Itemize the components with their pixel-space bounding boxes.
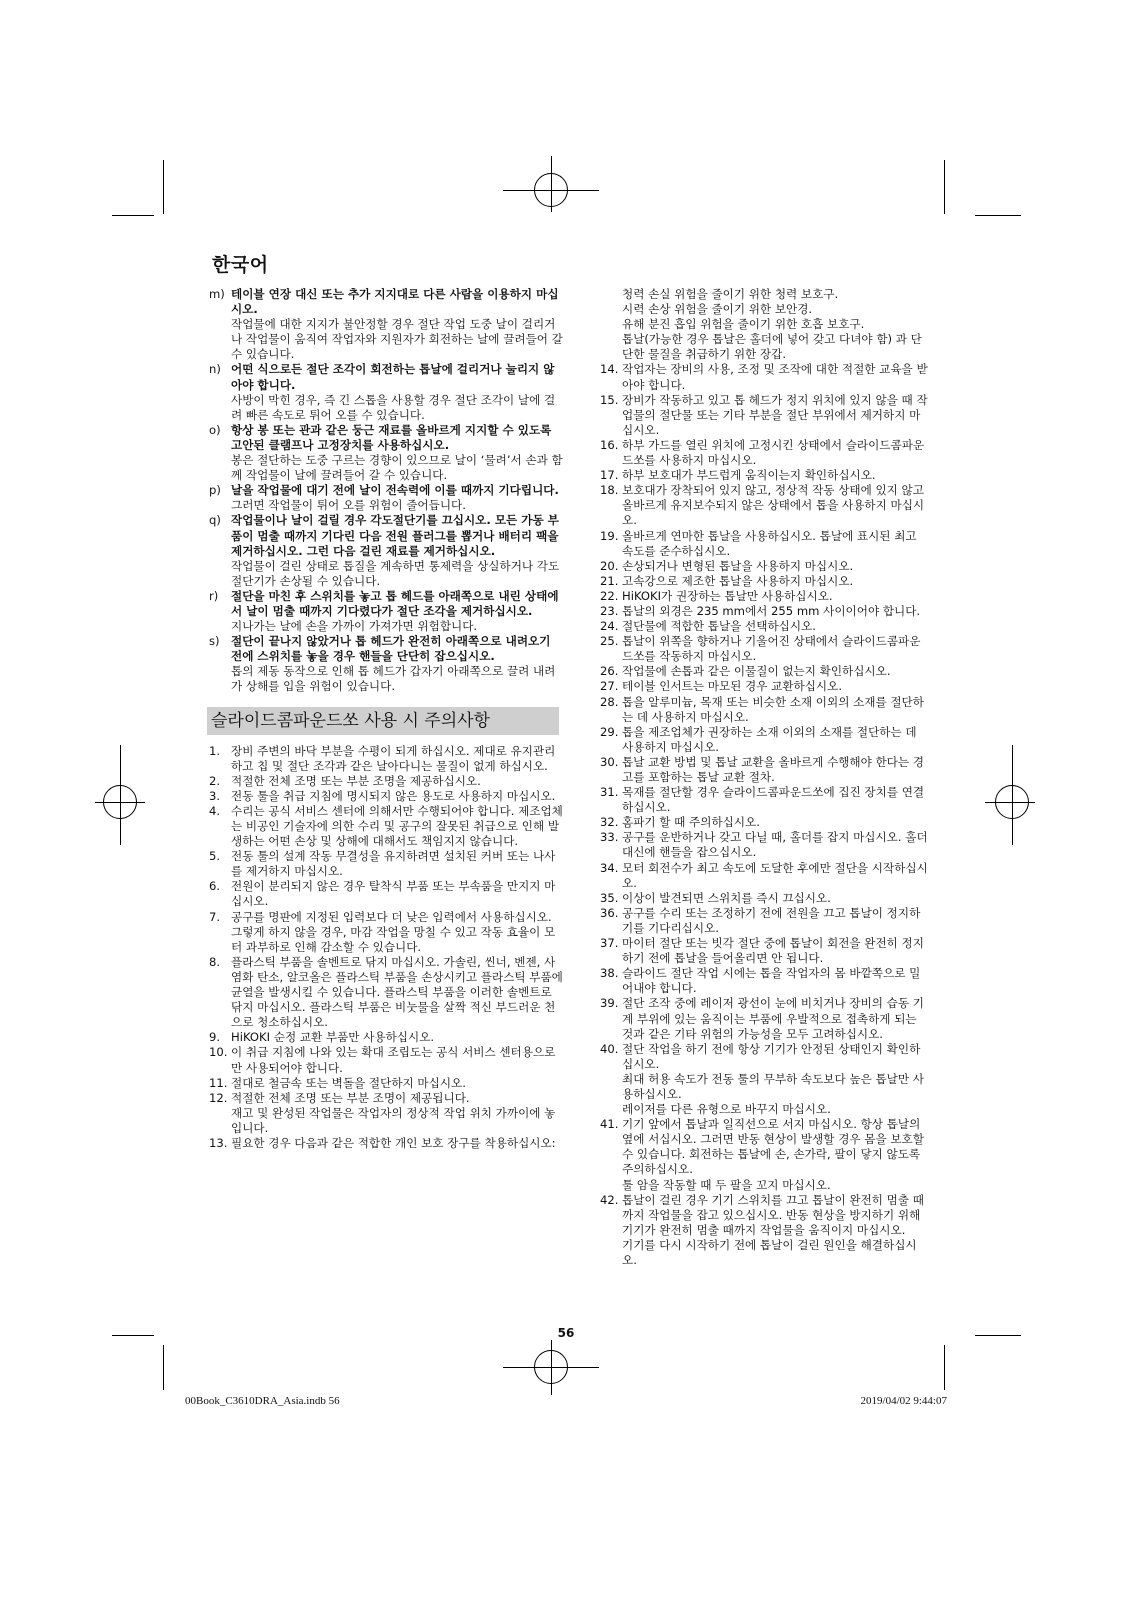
item-text: 전동 툴의 설계 작동 무결성을 유지하려면 설치된 커버 또는 나사를 제거하지 마십시오. <box>231 849 556 879</box>
item-text: 이상이 발견되면 스위치를 즉시 끄십시오. <box>622 890 831 905</box>
item-label: s) <box>209 634 220 649</box>
list-item <box>600 664 928 679</box>
numbered-list-right <box>600 362 928 1268</box>
list-item <box>600 936 928 966</box>
list-item <box>600 1193 928 1268</box>
item-number: 25. <box>600 634 619 649</box>
item-text: 고속강으로 제조한 톱날을 사용하지 마십시오. <box>622 573 854 588</box>
item-text: 전동 툴을 취급 지침에 명시되지 않은 용도로 사용하지 마십시오. <box>231 788 556 803</box>
list-item <box>600 906 928 936</box>
item-text: HiKOKI가 권장하는 톱날만 사용하십시오. <box>622 588 833 603</box>
equipment-line: 톱날(가능한 경우 톱날은 홀더에 넣어 갖고 다녀야 함) 과 단단한 물질을 취급하기 위한 장갑. <box>622 332 922 362</box>
list-item <box>600 559 928 574</box>
item-number: 14. <box>600 362 619 377</box>
list-item <box>209 955 563 1030</box>
item-number: 5. <box>209 849 221 864</box>
list-item <box>600 679 928 694</box>
list-item <box>209 774 563 789</box>
footer-timestamp: 2019/04/02 9:44:07 <box>860 1395 947 1407</box>
item-text: 작업자는 장비의 사용, 조정 및 조작에 대한 적절한 교육을 받아야 합니다. <box>622 362 928 392</box>
warning-item <box>209 362 563 422</box>
item-text: 올바르게 연마한 톱날을 사용하십시오. 톱날에 표시된 최고 속도를 준수하십시오. <box>622 528 917 558</box>
warning-text: 지나가는 날에 손을 가까이 가져가면 위험합니다. <box>231 619 478 634</box>
left-column <box>209 287 563 1151</box>
item-number: 19. <box>600 528 619 543</box>
item-text: 톱날의 외경은 235 mm에서 255 mm 사이이어야 합니다. <box>622 603 921 618</box>
item-text: 적절한 전체 조명 또는 부분 조명을 제공하십시오. <box>231 773 481 788</box>
item-text: 재고 및 완성된 작업물은 작업자의 정상적 작업 위치 가까이에 놓입니다. <box>231 1105 556 1135</box>
item-number: 20. <box>600 558 619 573</box>
warning-heading: 작업물이나 날이 걸릴 경우 각도절단기를 끄십시오. 모든 가동 부품이 멈출 때까지 기다린 다음 전원 플러그를 뽑거나 배터리 팩을 제거하십시오. 그런 다음 걸린 재료를 제거하십시오. <box>231 513 559 558</box>
protective-equipment-list <box>600 287 928 362</box>
item-label: o) <box>209 422 221 437</box>
equipment-line: 시력 손상 위험을 줄이기 위한 보안경. <box>622 302 813 317</box>
list-item <box>600 1042 928 1117</box>
item-text: 목재를 절단할 경우 슬라이드콤파운드쏘에 집진 장치를 연결하십시오. <box>622 785 925 815</box>
list-item <box>209 910 563 955</box>
item-text: 톱날이 위쪽을 향하거나 기울어진 상태에서 슬라이드콤파운드쏘를 작동하지 마십시오. <box>622 634 921 664</box>
item-text: 최대 허용 속도가 전동 툴의 무부하 속도보다 높은 톱날만 사용하십시오. <box>622 1071 924 1101</box>
list-item <box>600 725 928 755</box>
item-text: 하부 보호대가 부드럽게 움직이는지 확인하십시오. <box>622 468 876 483</box>
item-text: 절단 조작 중에 레이저 광선이 눈에 비치거나 장비의 습동 기계 부위에 있는 움직이는 부품에 우발적으로 접촉하게 되는 것과 같은 기타 위험의 가능성을 모두 고려하십시오. <box>622 996 924 1041</box>
warning-heading: 절단이 끝나지 않았거나 톱 헤드가 완전히 아래쪽으로 내려오기 전에 스위치를 놓을 경우 핸들을 단단히 잡으십시오. <box>231 634 551 664</box>
item-number: 4. <box>209 803 221 818</box>
item-label: n) <box>209 362 221 377</box>
item-text: 장비가 작동하고 있고 톱 헤드가 정지 위치에 있지 않을 때 작업물의 절단물 또는 기타 부분을 절단 부위에서 제거하지 마십시오. <box>622 392 928 437</box>
item-text: 전원이 분리되지 않은 경우 탈착식 부품 또는 부속품을 만지지 마십시오. <box>231 879 556 909</box>
warning-heading: 테이블 연장 대신 또는 추가 지지대로 다른 사람을 이용하지 마십시오. <box>231 287 559 317</box>
equipment-line: 유해 분진 흡입 위험을 줄이기 위한 호흡 보호구. <box>622 317 865 332</box>
item-number: 22. <box>600 588 619 603</box>
item-text: 테이블 인서트는 마모된 경우 교환하십시오. <box>622 679 843 694</box>
warning-text: 작업물이 걸린 상태로 톱질을 계속하면 통제력을 상실하거나 각도절단기가 손상될 수 있습니다. <box>231 558 560 588</box>
item-number: 39. <box>600 996 619 1011</box>
item-number: 42. <box>600 1192 619 1207</box>
item-number: 9. <box>209 1030 221 1045</box>
item-number: 11. <box>209 1075 228 1090</box>
item-text: 톱날이 걸린 경우 기기 스위치를 끄고 톱날이 완전히 멈출 때까지 작업물을 잡고 있으십시오. 반동 현상을 방지하기 위해 기기가 완전히 멈출 때까지 작업물을 움직이지 마십시오. <box>622 1192 924 1237</box>
item-text: 툴 암을 작동할 때 두 팔을 꼬지 마십시오. <box>622 1177 831 1192</box>
item-text: 슬라이드 절단 작업 시에는 톱을 작업자의 몸 바깥쪽으로 밀어내야 합니다. <box>622 966 921 996</box>
warning-text: 톱의 제동 동작으로 인해 톱 헤드가 갑자기 아래쪽으로 끌려 내려가 상해를 입을 위험이 있습니다. <box>231 664 556 694</box>
list-item <box>600 996 928 1041</box>
list-item <box>209 804 563 849</box>
item-label: q) <box>209 513 221 528</box>
item-text: 공구를 수리 또는 조정하기 전에 전원을 끄고 톱날이 정지하기를 기다리십시오. <box>622 905 921 935</box>
item-number: 38. <box>600 966 619 981</box>
warning-item <box>209 483 563 513</box>
list-item <box>209 789 563 804</box>
item-number: 36. <box>600 905 619 920</box>
warning-heading: 절단을 마친 후 스위치를 놓고 톱 헤드를 아래쪽으로 내린 상태에서 날이 멈출 때까지 기다렸다가 절단 조각을 제거하십시오. <box>231 588 559 618</box>
item-text: 절대로 철금속 또는 벽돌을 절단하지 마십시오. <box>231 1075 466 1090</box>
section-header: 슬라이드콤파운드쏘 사용 시 주의사항 <box>207 707 559 735</box>
page-number: 56 <box>557 1326 575 1340</box>
language-title: 한국어 <box>212 254 269 276</box>
item-number: 40. <box>600 1041 619 1056</box>
list-item <box>600 755 928 785</box>
item-number: 24. <box>600 619 619 634</box>
item-number: 23. <box>600 603 619 618</box>
item-text: 마이터 절단 또는 빗각 절단 중에 톱날이 회전을 완전히 정지하기 전에 톱날을 들어올리면 안 됩니다. <box>622 936 924 966</box>
list-item <box>600 785 928 815</box>
item-text: 장비 주변의 바닥 부분을 수평이 되게 하십시오. 제대로 유지관리하고 칩 및 절단 조각과 같은 날아다니는 물질이 없게 하십시오. <box>231 743 556 773</box>
item-text: 톱을 알루미늄, 목재 또는 비슷한 소재 이외의 소재를 절단하는 데 사용하지 마십시오. <box>622 694 924 724</box>
item-number: 15. <box>600 392 619 407</box>
warning-heading: 어떤 식으로든 절단 조각이 회전하는 톱날에 걸리거나 눌리지 않아야 합니다. <box>231 362 555 392</box>
item-text: 손상되거나 변형된 톱날을 사용하지 마십시오. <box>622 558 854 573</box>
item-text: 절단물에 적합한 톱날을 선택하십시오. <box>622 619 816 634</box>
warning-item <box>209 423 563 483</box>
item-number: 3. <box>209 788 221 803</box>
item-text: 홈파기 할 때 주의하십시오. <box>622 815 760 830</box>
warning-item <box>209 589 563 634</box>
item-number: 18. <box>600 483 619 498</box>
item-number: 12. <box>209 1090 228 1105</box>
list-item <box>209 1076 563 1091</box>
item-text: 적절한 전체 조명 또는 부분 조명이 제공됩니다. <box>231 1090 470 1105</box>
warning-text: 그러면 작업물이 튀어 오를 위험이 줄어듭니다. <box>231 498 466 513</box>
item-text: 공구를 명판에 지정된 입력보다 더 낮은 입력에서 사용하십시오. 그렇게 하지 않을 경우, 마감 작업을 망칠 수 있고 작동 효율이 모터 과부하로 인해 감소할 수 있습니다. <box>231 909 556 954</box>
right-column <box>600 287 928 1268</box>
list-item <box>600 815 928 830</box>
warning-item <box>209 513 563 588</box>
lettered-warnings <box>209 287 563 695</box>
item-number: 17. <box>600 468 619 483</box>
item-label: m) <box>209 287 225 301</box>
list-item <box>600 891 928 906</box>
item-number: 26. <box>600 664 619 679</box>
item-number: 27. <box>600 679 619 694</box>
list-item <box>209 1045 563 1075</box>
item-text: 절단 작업을 하기 전에 항상 기기가 안정된 상태인지 확인하십시오. <box>622 1041 921 1071</box>
list-item <box>209 1091 563 1136</box>
item-number: 2. <box>209 773 221 788</box>
item-number: 21. <box>600 573 619 588</box>
list-item <box>209 849 563 879</box>
item-text: 레이저를 다른 유형으로 바꾸지 마십시오. <box>622 1102 831 1117</box>
item-text: 하부 가드를 열린 위치에 고정시킨 상태에서 슬라이드콤파운드쏘를 사용하지 마십시오. <box>622 437 925 468</box>
list-item <box>600 966 928 996</box>
list-item <box>209 1136 563 1151</box>
warning-item <box>209 634 563 694</box>
warning-heading: 날을 작업물에 대기 전에 날이 전속력에 이를 때까지 기다립니다. <box>231 483 559 498</box>
item-number: 6. <box>209 879 221 894</box>
item-text: 필요한 경우 다음과 같은 적합한 개인 보호 장구를 착용하십시오: <box>231 1135 556 1150</box>
item-number: 13. <box>209 1135 228 1150</box>
list-item <box>600 634 928 664</box>
item-number: 30. <box>600 754 619 769</box>
item-text: HiKOKI 순정 교환 부품만 사용하십시오. <box>231 1030 435 1045</box>
list-item <box>209 879 563 909</box>
item-number: 1. <box>209 743 221 758</box>
list-item <box>600 861 928 891</box>
item-label: r) <box>209 588 219 603</box>
item-text: 톱날 교환 방법 및 톱날 교환을 올바르게 수행해야 한다는 경고를 포함하는 톱날 교환 절차. <box>622 754 924 784</box>
list-item <box>600 574 928 589</box>
equipment-line: 청력 손실 위험을 줄이기 위한 청력 보호구. <box>622 287 839 301</box>
item-text: 기기를 다시 시작하기 전에 톱날이 걸린 원인을 해결하십시오. <box>622 1237 917 1267</box>
footer-filename: 00Book_C3610DRA_Asia.indb 56 <box>185 1395 340 1407</box>
numbered-list-left <box>209 744 563 1152</box>
item-text: 플라스틱 부품을 솔벤트로 닦지 마십시오. 가솔린, 씬너, 벤젠, 사염화 탄소, 알코올은 플라스틱 부품을 손상시키고 플라스틱 부품에 균열을 발생시킬 수 있습니다. 플라스틱 부품을 이러한 솔벤트로 닦지 마십시오. 플라스틱 부품은 비눗물을 살짝 적신 부드러운 천으로 청소하십시오. <box>231 954 563 1030</box>
item-number: 7. <box>209 909 221 924</box>
item-text: 수리는 공식 서비스 센터에 의해서만 수행되어야 합니다. 제조업체는 비공인 기술자에 의한 수리 및 공구의 잘못된 취급으로 인해 발생하는 어떤 손상 및 상해에 대해서도 책임지지 않습니다. <box>231 803 563 849</box>
list-item <box>600 619 928 634</box>
list-item <box>600 438 928 468</box>
list-item <box>209 1030 563 1045</box>
item-text: 모터 회전수가 최고 속도에 도달한 후에만 절단을 시작하십시오. <box>622 860 928 890</box>
list-item <box>600 695 928 725</box>
item-number: 16. <box>600 437 619 452</box>
item-text: 톱을 제조업체가 권장하는 소재 이외의 소재를 절단하는 데 사용하지 마십시오. <box>622 724 917 754</box>
warning-heading: 항상 봉 또는 관과 같은 둥근 재료를 올바르게 지지할 수 있도록 고안된 클램프나 고정장치를 사용하십시오. <box>231 422 552 452</box>
item-number: 10. <box>209 1045 228 1060</box>
warning-item <box>209 287 563 362</box>
item-number: 31. <box>600 785 619 800</box>
list-item <box>600 393 928 438</box>
list-item <box>600 604 928 619</box>
warning-text: 사방이 막힌 경우, 즉 긴 스톱을 사용할 경우 절단 조각이 날에 걸려 빠른 속도로 튀어 오를 수 있습니다. <box>231 392 556 422</box>
item-text: 작업물에 손톱과 같은 이물질이 없는지 확인하십시오. <box>622 664 891 679</box>
item-number: 41. <box>600 1117 619 1132</box>
warning-text: 작업물에 대한 지지가 불안정할 경우 절단 작업 도중 날이 걸리거나 작업물이 움직여 작업자와 지원자가 회전하는 날에 끌려들어 갈 수 있습니다. <box>231 317 563 362</box>
item-number: 35. <box>600 890 619 905</box>
item-label: p) <box>209 483 221 498</box>
item-number: 34. <box>600 860 619 875</box>
list-item <box>600 362 928 392</box>
item-text: 이 취급 지침에 나와 있는 확대 조립도는 공식 서비스 센터용으로만 사용되어야 합니다. <box>231 1045 556 1075</box>
list-item <box>209 744 563 774</box>
item-number: 33. <box>600 830 619 845</box>
list-item <box>600 589 928 604</box>
list-item <box>600 1117 928 1192</box>
list-item <box>600 468 928 483</box>
item-text: 공구를 운반하거나 갖고 다닐 때, 홀더를 잡지 마십시오. 홀더 대신에 핸들을 잡으십시오. <box>622 830 928 860</box>
warning-text: 봉은 절단하는 도중 구르는 경향이 있으므로 날이 ‘물려’서 손과 함께 작업물이 날에 끌려들어 갈 수 있습니다. <box>231 453 563 483</box>
list-item <box>600 529 928 559</box>
list-item <box>600 830 928 860</box>
item-text: 보호대가 장착되어 있지 않고, 정상적 작동 상태에 있지 않고 올바르게 유지보수되지 않은 상태에서 톱을 사용하지 마십시오. <box>622 483 925 528</box>
item-number: 28. <box>600 694 619 709</box>
item-number: 29. <box>600 724 619 739</box>
item-text: 기기 앞에서 톱날과 일직선으로 서지 마십시오. 항상 톱날의 옆에 서십시오. 그러면 반동 현상이 발생할 경우 몸을 보호할 수 있습니다. 회전하는 톱날에 손, 손가락, 팔이 닿지 않도록 주의하십시오. <box>622 1117 924 1177</box>
item-number: 32. <box>600 815 619 830</box>
list-item <box>600 483 928 528</box>
item-number: 8. <box>209 954 221 969</box>
item-number: 37. <box>600 936 619 951</box>
